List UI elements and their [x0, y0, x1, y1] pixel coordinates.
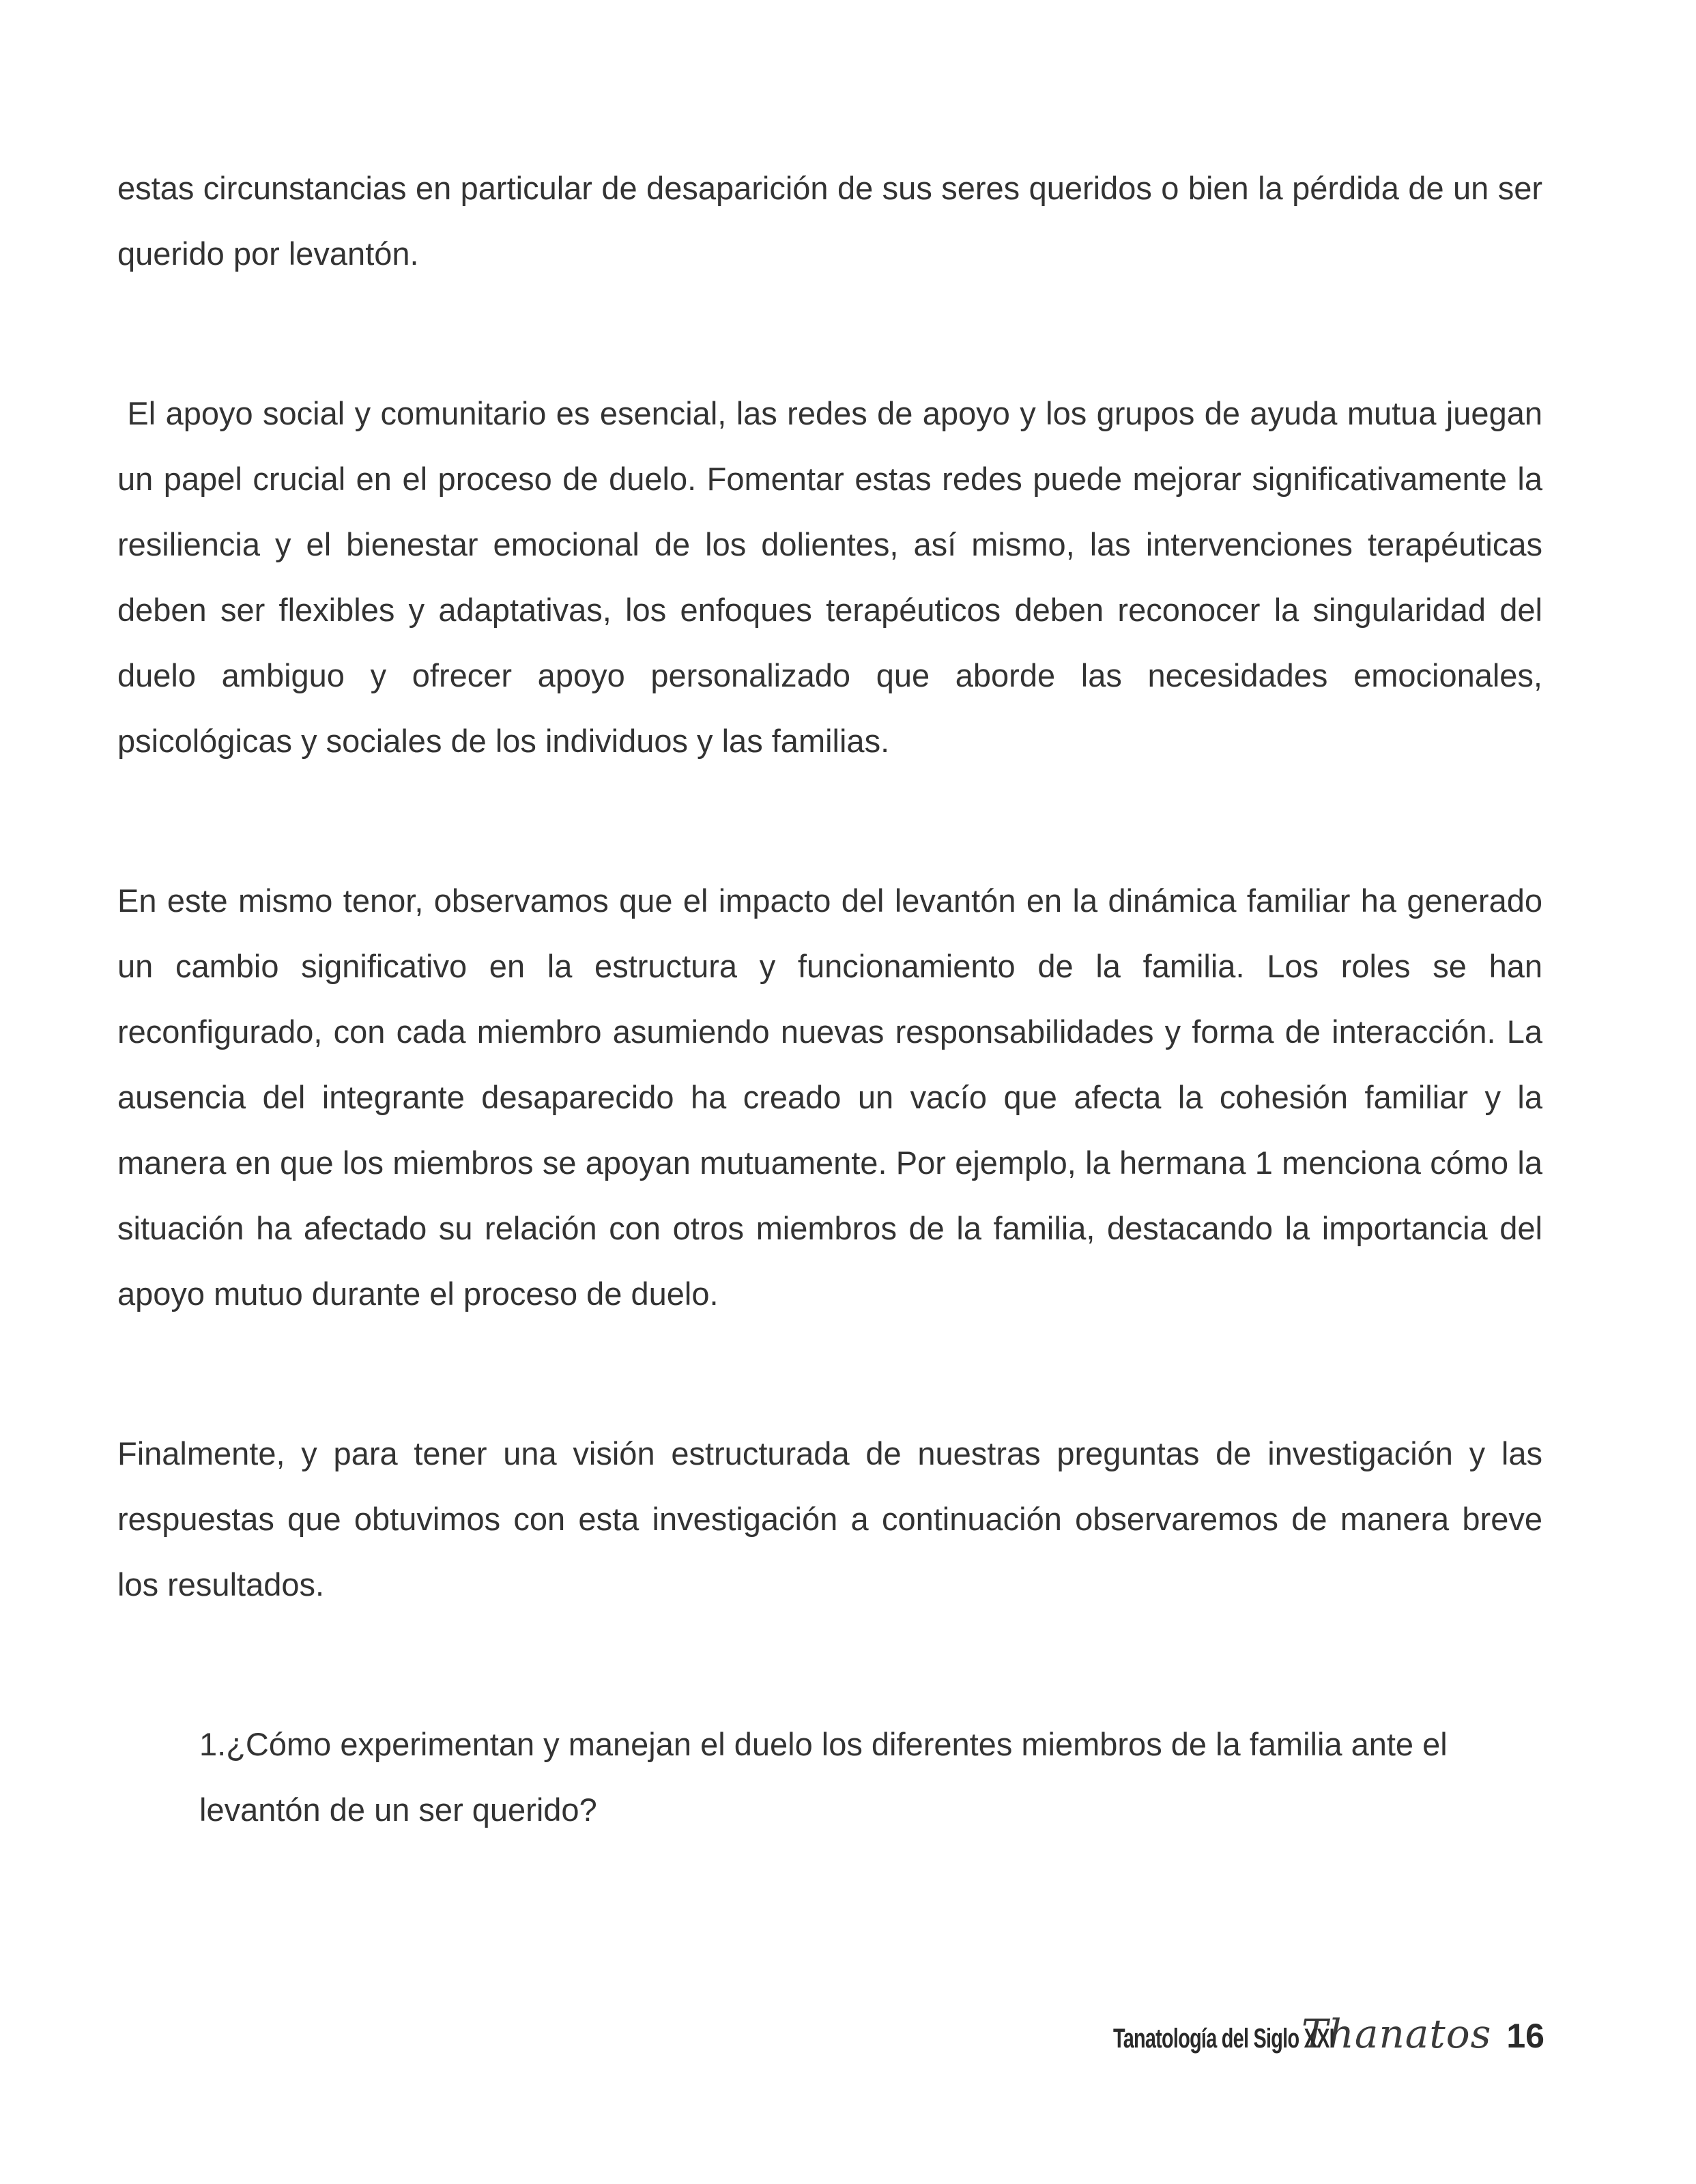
journal-title: Tanatología del Siglo XXI	[1112, 2024, 1334, 2054]
thanatos-logo: Thanatos	[1301, 2011, 1492, 2057]
page-number: 16	[1506, 2017, 1544, 2055]
paragraph-social-support: El apoyo social y comunitario es esencial, las redes de apoyo y los grupos de ayuda mutua juegan un papel crucial en el proceso de duelo. Fomentar estas redes puede mejorar significativamente la resiliencia y el bienestar emocional de los dolientes, así mismo, las intervenciones terapéuticas deben ser flexibles y adaptativas, los enfoques terapéuticos deben reconocer la singularidad del duelo ambiguo y ofrecer apoyo personalizado que aborde las necesidades emocionales, psicológicas y sociales de los individuos y las familias.	[117, 395, 1552, 759]
paragraph-continuation: estas circunstancias en particular de desaparición de sus seres queridos o bien la pérdida de un ser querido por levantón.	[117, 170, 1542, 272]
page-footer	[1027, 2011, 1544, 2057]
research-question-1: 1.¿Cómo experimentan y manejan el duelo los diferentes miembros de la familia ante el levantón de un ser querido?	[199, 1726, 1448, 1828]
paragraph-conclusion: Finalmente, y para tener una visión estructurada de nuestras preguntas de investigación y las respuestas que obtuvimos con esta investigación a continuación observaremos de manera breve los resultados.	[117, 1435, 1542, 1603]
paragraph-family-dynamics: En este mismo tenor, observamos que el impacto del levantón en la dinámica familiar ha generado un cambio significativo en la estructura y funcionamiento de la familia. Los roles se han reconfigurado, con cada miembro asumiendo nuevas responsabilidades y forma de interacción. La ausencia del integrante desaparecido ha creado un vacío que afecta la cohesión familiar y la manera en que los miembros se apoyan mutuamente. Por ejemplo, la hermana 1 menciona cómo la situación ha afectado su relación con otros miembros de la familia, destacando la importancia del apoyo mutuo durante el proceso de duelo.	[117, 882, 1542, 1312]
page-body	[117, 156, 1552, 1843]
